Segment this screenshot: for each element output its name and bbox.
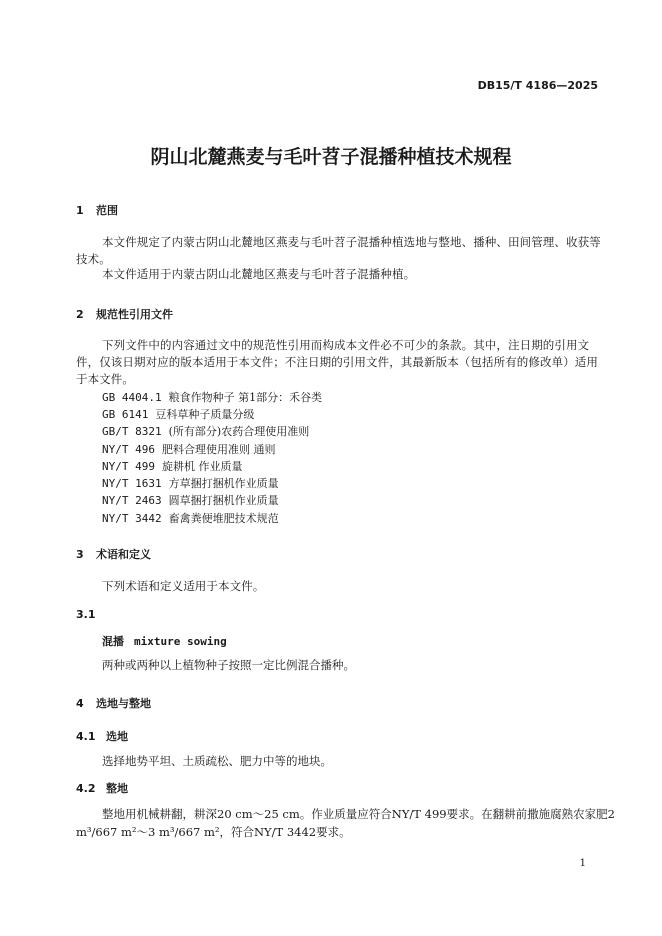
reference-name: 畜禽粪便堆肥技术规范 — [168, 512, 279, 525]
section-number: 2 — [76, 308, 84, 321]
section-title: 选地与整地 — [96, 697, 151, 710]
section-2-heading — [76, 306, 173, 322]
term-chinese: 混播 — [102, 635, 124, 648]
reference-code: NY/T 499 — [102, 460, 155, 473]
section-number: 4 — [76, 697, 84, 710]
subsection-4-2-paragraph-line-1: 整地用机械耕翻，耕深20 cm～25 cm。作业质量应符合NY/T 499要求。在翻耕前撒施腐熟农家肥2 — [102, 807, 615, 821]
reference-code: NY/T 496 — [102, 443, 155, 456]
reference-code: NY/T 1631 — [102, 477, 162, 490]
subsection-number: 4.1 — [76, 730, 96, 743]
term-english: mixture sowing — [134, 635, 227, 648]
reference-name: 豆科草种子质量分级 — [155, 408, 255, 421]
reference-code: GB 6141 — [102, 408, 149, 421]
section-2-paragraph-1: 下列文件中的内容通过文中的规范性引用而构成本文件必不可少的条款。其中，注日期的引用文件，仅该日期对应的版本适用于本文件；不注日期的引用文件，其最新版本（包括所有的修改单）适用于本文件。 — [76, 338, 598, 386]
reference-code: GB 4404.1 — [102, 391, 162, 404]
subsection-4-1-paragraph: 选择地势平坦、土质疏松、肥力中等的地块。 — [102, 754, 332, 768]
section-3-heading — [76, 546, 151, 562]
section-title: 术语和定义 — [96, 548, 151, 561]
reference-item — [102, 406, 254, 422]
subsection-title: 整地 — [106, 782, 128, 795]
subsection-4-2-paragraph-line-2: m³/667 m²～3 m³/667 m²，符合NY/T 3442要求。 — [76, 825, 351, 839]
reference-item — [102, 441, 275, 457]
section-number: 1 — [76, 204, 84, 217]
reference-name: 肥料合理使用准则 通则 — [161, 443, 276, 456]
reference-name: 旋耕机 作业质量 — [161, 460, 243, 473]
reference-name: 粮食作物种子 第1部分：禾谷类 — [168, 391, 323, 404]
reference-name: 圆草捆打捆机作业质量 — [168, 494, 279, 507]
reference-item — [102, 389, 322, 405]
reference-item — [102, 458, 242, 474]
reference-code: NY/T 2463 — [102, 494, 162, 507]
reference-code: GB/T 8321 — [102, 425, 162, 438]
section-title: 规范性引用文件 — [96, 308, 173, 321]
term-3-1-number: 3.1 — [76, 608, 96, 621]
section-3-paragraph-1: 下列术语和定义适用于本文件。 — [102, 579, 265, 593]
section-4-heading — [76, 695, 151, 711]
page-number: 1 — [579, 858, 586, 869]
subsection-number: 4.2 — [76, 782, 96, 795]
reference-item — [102, 423, 309, 439]
reference-item — [102, 492, 279, 508]
reference-item — [102, 510, 279, 526]
section-1-paragraph-1: 本文件规定了内蒙古阴山北麓地区燕麦与毛叶苕子混播种植选地与整地、播种、田间管理、收获等技术。 — [76, 235, 601, 266]
section-number: 3 — [76, 548, 84, 561]
page-title: 阴山北麓燕麦与毛叶苕子混播种植技术规程 — [150, 146, 512, 168]
document-number: DB15/T 4186—2025 — [477, 79, 598, 92]
reference-item — [102, 475, 279, 491]
reference-name: (所有部分)农药合理使用准则 — [168, 425, 310, 438]
section-1-heading — [76, 202, 118, 218]
reference-name: 方草捆打捆机作业质量 — [168, 477, 279, 490]
reference-code: NY/T 3442 — [102, 512, 162, 525]
subsection-title: 选地 — [106, 730, 128, 743]
term-heading — [102, 633, 227, 649]
term-definition: 两种或两种以上植物种子按照一定比例混合播种。 — [102, 658, 355, 672]
subsection-4-2-heading — [76, 780, 128, 796]
section-1-paragraph-2: 本文件适用于内蒙古阴山北麓地区燕麦与毛叶苕子混播种植。 — [102, 267, 416, 281]
subsection-4-1-heading — [76, 728, 128, 744]
section-title: 范围 — [96, 204, 118, 217]
